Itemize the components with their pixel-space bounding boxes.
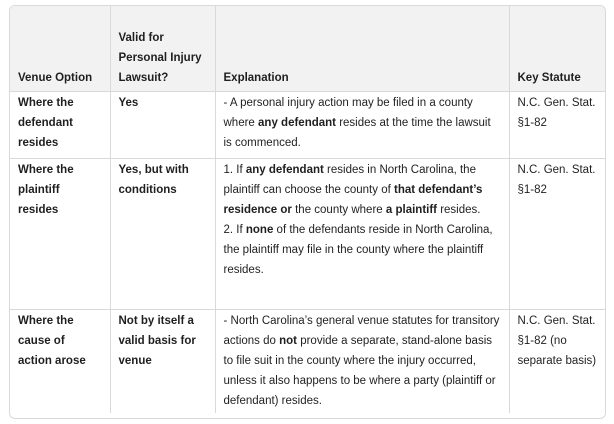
statute-cell: N.C. Gen. Stat. §1-82 xyxy=(509,91,606,158)
explanation-text: resides. xyxy=(437,203,481,216)
valid-cell: Yes, but with conditions xyxy=(110,158,215,309)
explanation-text: 1. If xyxy=(223,163,246,176)
explanation-cell xyxy=(215,309,509,413)
explanation-text: - A personal injury action may be filed in a county where xyxy=(223,96,473,129)
explanation-bold-text: a plaintiff xyxy=(385,203,438,216)
valid-cell: Not by itself a valid basis for venue xyxy=(110,309,215,413)
explanation-text: the county where xyxy=(291,203,386,216)
explanation-bold-text: any defendant xyxy=(245,163,324,176)
explanation-bold-text: that defendant’s residence or xyxy=(223,183,483,216)
explanation-bold-text: any defendant xyxy=(258,116,336,129)
header-valid-for: Valid for Personal Injury Lawsuit? xyxy=(110,6,215,91)
explanation-cell xyxy=(215,158,509,309)
table-row xyxy=(10,91,606,158)
explanation-cell xyxy=(215,91,509,158)
explanation-text: resides at the time the lawsuit is commenced. xyxy=(223,116,491,149)
explanation-bold-text: none xyxy=(245,223,274,236)
header-venue-option: Venue Option xyxy=(10,6,110,91)
venue-table xyxy=(10,6,606,413)
venue-table-container xyxy=(9,5,606,419)
venue-option-cell: Where the cause of action arose xyxy=(10,309,110,413)
statute-cell: N.C. Gen. Stat. §1-82 xyxy=(509,158,606,309)
table-header-row xyxy=(10,6,606,91)
valid-cell: Yes xyxy=(110,91,215,158)
header-key-statute: Key Statute xyxy=(509,6,606,91)
explanation-text: of the defendants reside in North Carolina, the plaintiff may file in the county where the plaintiff resides. xyxy=(223,223,493,276)
venue-option-cell: Where the plaintiff resides xyxy=(10,158,110,309)
explanation-text: provide a separate, stand-alone basis to file suit in the county where the injury occurred, unless it also happens to be where a party (plaintiff or defendant) resides. xyxy=(223,334,496,407)
table-row xyxy=(10,309,606,413)
table-row xyxy=(10,158,606,309)
explanation-text: - North Carolina’s general venue statutes for transitory actions do xyxy=(223,314,500,347)
explanation-bold-text: not xyxy=(279,334,298,347)
statute-cell: N.C. Gen. Stat. §1-82 (no separate basis) xyxy=(517,314,597,367)
explanation-text: 2. If xyxy=(223,223,246,236)
explanation-text: resides in North Carolina, the plaintiff can choose the county of xyxy=(223,163,476,196)
header-explanation: Explanation xyxy=(215,6,509,91)
venue-option-cell: Where the defendant resides xyxy=(10,91,110,158)
